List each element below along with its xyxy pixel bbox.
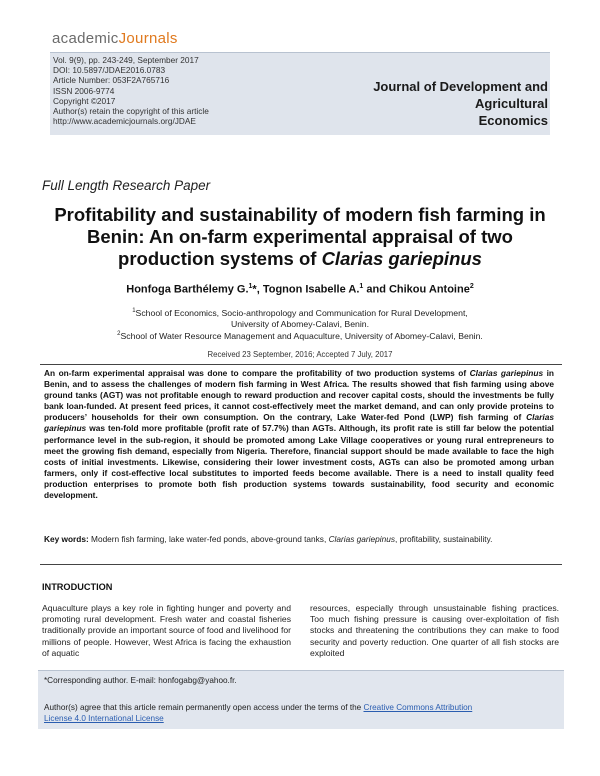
title-species-name: Clarias gariepinus bbox=[321, 248, 482, 269]
license-link-line2: License 4.0 International License bbox=[44, 714, 164, 723]
introduction-column-right: resources, especially through unsustainable fishing practices. Too much fishing pressure is causing over-exploitation of fish stocks and threatening the contributions they can make to food security and poverty reduction. One quarter of all fish stocks are exploited bbox=[310, 603, 559, 658]
author-1: Honfoga Barthélemy G. bbox=[126, 283, 249, 296]
meta-copyright: Copyright ©2017 bbox=[53, 95, 116, 106]
affiliation-1 bbox=[30, 306, 570, 330]
affiliation-1-line1 bbox=[30, 306, 570, 319]
abstract-species-1: Clarias gariepinus bbox=[469, 368, 544, 378]
journal-name-line2: Economics bbox=[478, 113, 548, 128]
author-3: and Chikou Antoine bbox=[363, 283, 470, 296]
meta-rights: Author(s) retain the copyright of this article bbox=[53, 106, 209, 117]
paper-type: Full Length Research Paper bbox=[42, 178, 211, 193]
abstract-top-rule bbox=[40, 364, 562, 365]
abstract-bottom-rule bbox=[40, 564, 562, 565]
abstract-part-1: An on-farm experimental appraisal was done to compare the profitability of two production systems of bbox=[44, 368, 470, 378]
abstract bbox=[44, 368, 554, 501]
corresponding-mark: * bbox=[252, 283, 257, 296]
title-line-2: Benin: An on-farm experimental appraisal of two bbox=[87, 226, 513, 247]
author-3-affil: 2 bbox=[469, 283, 474, 290]
introduction-heading: INTRODUCTION bbox=[42, 582, 113, 592]
affiliation-2 bbox=[30, 329, 570, 342]
title-line-1: Profitability and sustainability of modern fish farming in bbox=[54, 204, 546, 225]
keywords-species: Clarias gariepinus bbox=[328, 534, 395, 544]
affiliation-1-text: School of Economics, Socio-anthropology and Communication for Rural Development, bbox=[135, 307, 468, 318]
keywords bbox=[44, 534, 554, 545]
keywords-text-1: Modern fish farming, lake water-fed ponds, above-ground tanks, bbox=[88, 534, 329, 544]
author-list bbox=[30, 283, 570, 296]
abstract-part-2: in Benin, and to assess the challenges of modern fish farming in West Africa. The results showed that fish farming using above ground tanks (AGT) was not profitable enough to reward production and recover capital costs, should the investments be fully bank loan-funded. At present feed prices, it cannot cost-effectively meet the market demand, and can only provide proteins to producers’ households for their own consumption. On the contrary, Lake Water-fed Pond (LWP) fish farming of bbox=[44, 368, 555, 423]
received-dates: Received 23 September, 2016; Accepted 7 July, 2017 bbox=[207, 350, 393, 359]
keywords-text-2: , profitability, sustainability. bbox=[394, 534, 493, 544]
meta-doi: DOI: 10.5897/JDAE2016.0783 bbox=[53, 65, 166, 76]
title-line-3-text: production systems of bbox=[118, 248, 322, 269]
author-1-affil: 1 bbox=[248, 283, 253, 290]
meta-article-number: Article Number: 053F2A765716 bbox=[53, 75, 170, 86]
keywords-label: Key words: bbox=[44, 534, 89, 544]
corresponding-author: *Corresponding author. E-mail: honfogabg@yahoo.fr. bbox=[44, 676, 237, 685]
license-link-line1: Creative Commons Attribution bbox=[363, 703, 473, 712]
title-line-3 bbox=[30, 248, 570, 270]
publisher-logo bbox=[52, 30, 178, 47]
introduction-column-left: Aquaculture plays a key role in fighting hunger and poverty and promoting rural development. Fresh water and coastal fisheries traditionally provide an important source of food and livelihood for millions of people. However, West Africa is facing the exhaustion of aquatic bbox=[42, 603, 291, 658]
license-note bbox=[44, 702, 554, 724]
affiliation-1-number: 1 bbox=[132, 308, 136, 314]
author-2: , Tognon Isabelle A. bbox=[256, 283, 360, 296]
author-2-affil: 1 bbox=[359, 283, 364, 290]
abstract-species-2: Clarias gariepinus bbox=[44, 412, 554, 434]
journal-name bbox=[300, 78, 548, 129]
logo-text-academic: academic bbox=[52, 30, 119, 47]
journal-name-line1: Journal of Development and Agricultural bbox=[373, 79, 548, 111]
affiliation-2-text: School of Water Resource Management and Aquaculture, University of Abomey-Calavi, Benin. bbox=[120, 330, 483, 341]
meta-url[interactable]: http://www.academicjournals.org/JDAE bbox=[53, 116, 196, 127]
affiliation-1-line2: University of Abomey-Calavi, Benin. bbox=[230, 318, 370, 329]
logo-text-journals: Journals bbox=[118, 30, 178, 47]
paper-title bbox=[30, 204, 570, 270]
meta-issn: ISSN 2006-9774 bbox=[53, 85, 115, 96]
abstract-part-3: was ten-fold more profitable (profit rate of 57.7%) than AGTs. Although, its profit rate is still far below the potential performance level in the sub-region, it should be promoted among Lake Village cooperatives or young rural entrepreneurs to meet the growing fish demand, especially from Nigeria. Therefore, financial support should be made available to face the high costs of initial investments. Likewise, considering their lower investment costs, AGTs can also be promoted among urban farmers, only if cost-effective local substitutes to imported feeds become available. There is a need to install quality feed production enterprises to promote both fish production systems towards sustainability, food security and economic development. bbox=[44, 423, 554, 501]
meta-volume: Vol. 9(9), pp. 243-249, September 2017 bbox=[53, 55, 199, 65]
affiliation-2-number: 2 bbox=[117, 331, 121, 337]
license-text: Author(s) agree that this article remain permanently open access under the terms of the bbox=[44, 703, 364, 712]
article-metadata bbox=[53, 55, 293, 126]
